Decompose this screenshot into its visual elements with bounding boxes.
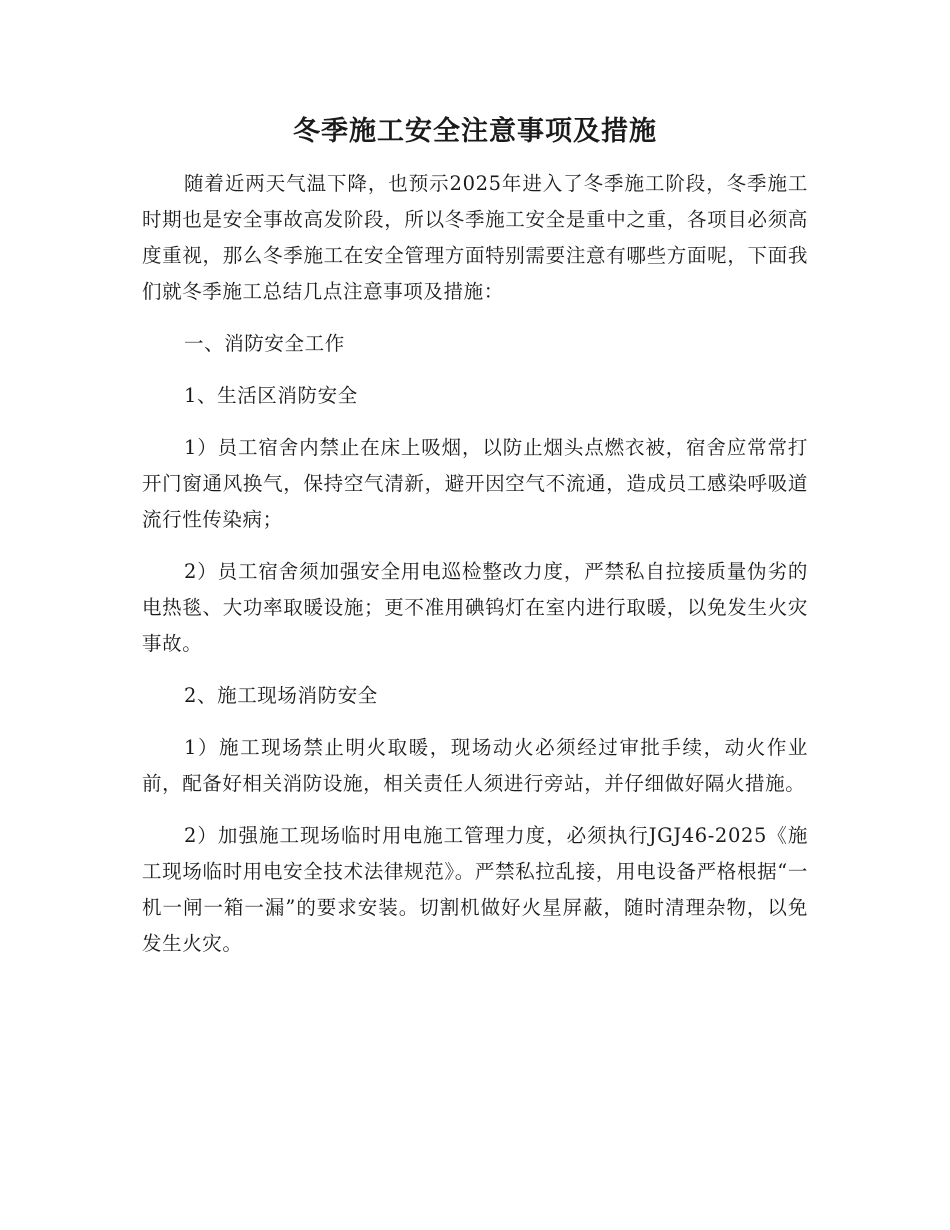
document-title: 冬季施工安全注意事项及措施 [293,116,657,147]
intro-paragraph: 随着近两天气温下降，也预示2025年进入了冬季施工阶段，冬季施工时期也是安全事故高发阶段，所以冬季施工安全是重中之重，各项目必须高度重视，那么冬季施工在安全管理方面特别需要注意有哪些方面呢，下面我们就冬季施工总结几点注意事项及措施： [142,172,808,303]
subsection-heading-construction-site: 2、施工现场消防安全 [184,684,378,707]
paragraph-dormitory-smoking: 1）员工宿舍内禁止在床上吸烟，以防止烟头点燃衣被，宿舍应常常打开门窗通风换气，保持空气清新，避开因空气不流通，造成员工感染呼吸道流行性传染病； [142,436,808,531]
document-body [142,166,808,962]
paragraph-dormitory-electricity: 2）员工宿舍须加强安全用电巡检整改力度，严禁私自拉接质量伪劣的电热毯、大功率取暖设施；更不准用碘钨灯在室内进行取暖，以免发生火灾事故。 [142,560,808,655]
paragraph-open-flame: 1）施工现场禁止明火取暖，现场动火必须经过审批手续，动火作业前，配备好相关消防设施，相关责任人须进行旁站，并仔细做好隔火措施。 [142,736,808,795]
subsection-heading-living-area: 1、生活区消防安全 [184,384,358,407]
section-heading-fire-safety: 一、消防安全工作 [184,332,345,355]
paragraph-temporary-electricity: 2）加强施工现场临时用电施工管理力度，必须执行JGJ46-2025《施工现场临时用电安全技术法律规范》。严禁私拉乱接，用电设备严格根据“一机一闸一箱一漏”的要求安装。切割机做好火星屏蔽，随时清理杂物，以免发生火灾。 [142,824,808,955]
